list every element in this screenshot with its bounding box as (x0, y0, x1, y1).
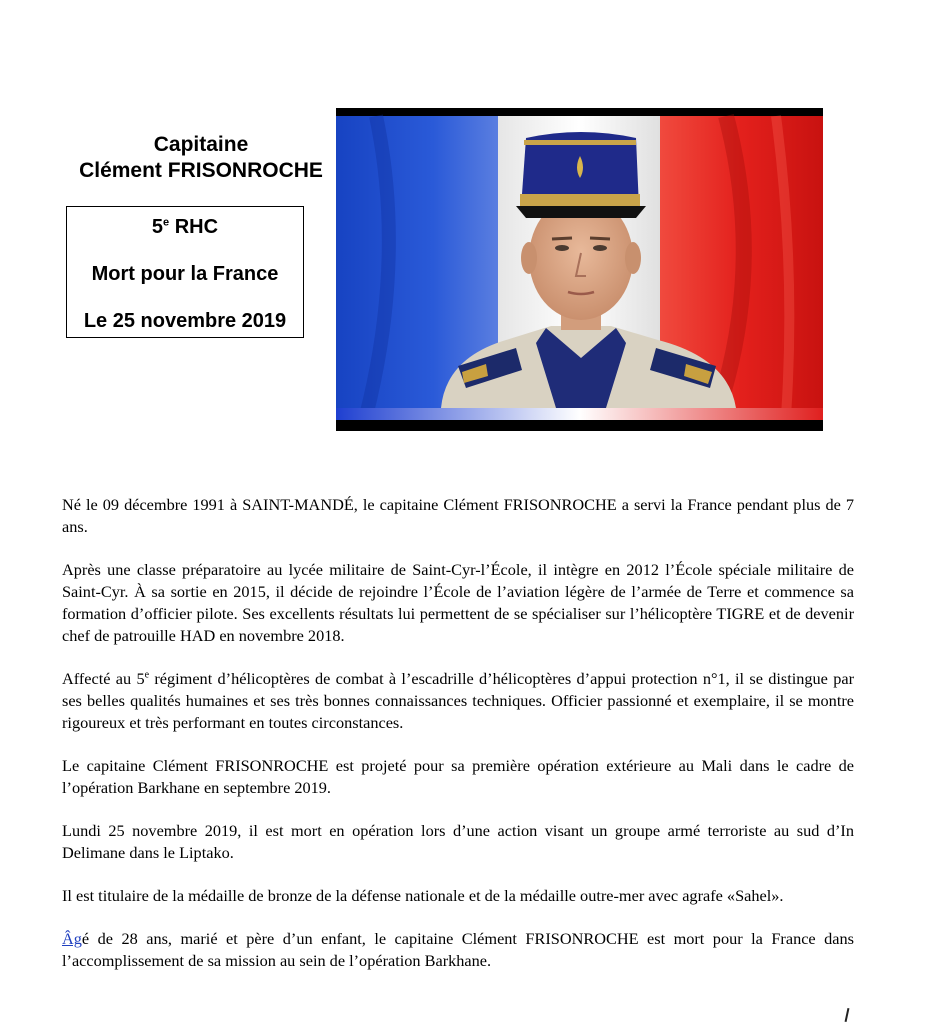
death-date: Le 25 novembre 2019 (83, 310, 287, 332)
portrait-photo (336, 108, 823, 431)
soldier-name: Clément FRISONROCHE (79, 159, 323, 182)
paragraph-deployment: Le capitaine Clément FRISONROCHE est projeté pour sa première opération extérieure au Mali dans le cadre de l’opération Barkhane en septembre 2019. (62, 756, 854, 797)
rank-label: Capitaine (153, 133, 249, 156)
paragraph-death: Lundi 25 novembre 2019, il est mort en opération lors d’une action visant un groupe armé terroriste au sud d’In Delimane dans le Liptako. (62, 821, 854, 862)
portrait-image (336, 108, 823, 431)
paragraph-assignment: Affecté au 5e régiment d’hélicoptères de combat à l’escadrille d’hélicoptères d’appui protection n°1, il se distingue par ses belles qualités humaines et ses très bonnes connaissances techniques. Officier passionné et exemplaire, il se montre rigoureux et très performant en toutes circonstances. (62, 669, 854, 732)
status-label: Mort pour la France (91, 263, 279, 285)
paragraph-birth: Né le 09 décembre 1991 à SAINT-MANDÉ, le capitaine Clément FRISONROCHE a servi la France pendant plus de 7 ans. (62, 495, 854, 536)
paragraph-medals: Il est titulaire de la médaille de bronze de la défense nationale et de la médaille outre-mer avec agrafe «Sahel». (62, 886, 784, 905)
paragraph-training: Après une classe préparatoire au lycée militaire de Saint-Cyr-l’École, il intègre en 2012 l’École spéciale militaire de Saint-Cyr. À sa sortie en 2015, il décide de rejoindre l’École de l’aviation légère de l’armée de Terre et commence sa formation d’officier pilote. Ses excellents résultats lui permettent de se spécialiser sur l’hélicoptère TIGRE et de devenir chef de patrouille HAD en novembre 2018. (62, 560, 854, 645)
age-link[interactable]: Âg (62, 929, 82, 948)
paragraph-summary: Âgé de 28 ans, marié et père d’un enfant, le capitaine Clément FRISONROCHE est mort pour la France dans l’accomplissement de sa mission au sein de l’opération Barkhane. (62, 929, 854, 970)
biography-text (62, 494, 854, 993)
unit-label: 5e RHC (151, 216, 219, 238)
page-mark (845, 1008, 850, 1022)
info-box (66, 206, 304, 338)
header-title (62, 132, 340, 184)
